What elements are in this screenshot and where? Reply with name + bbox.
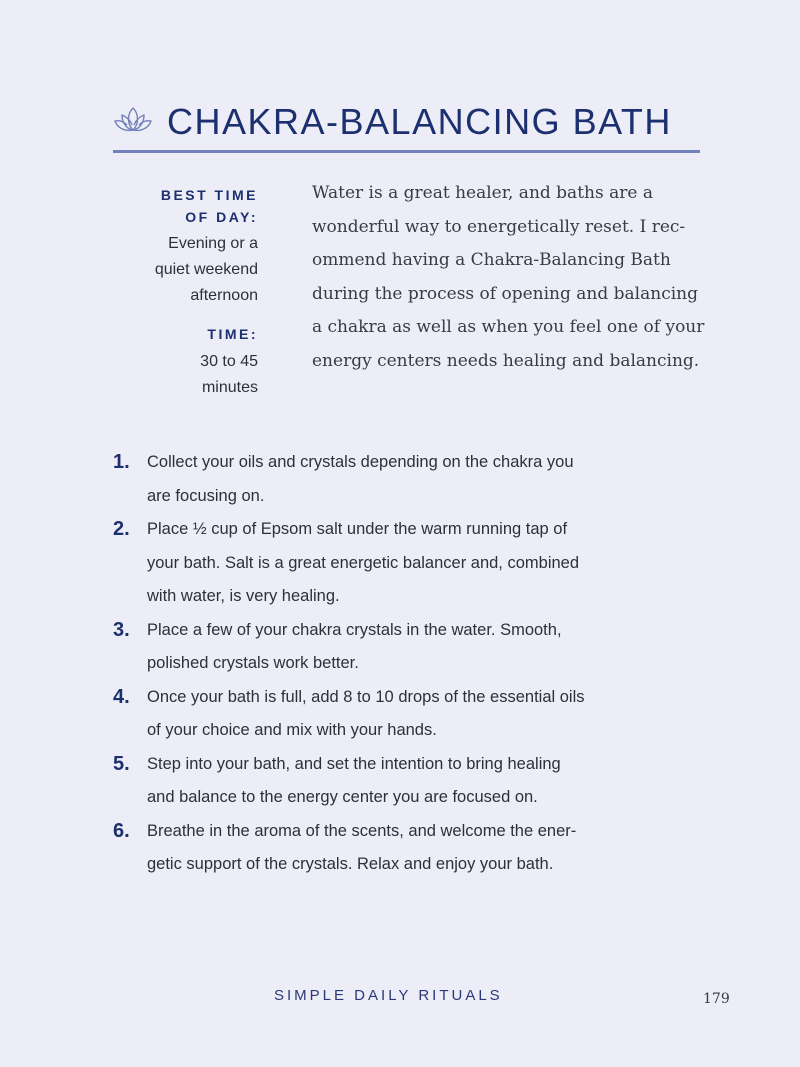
best-time-label-line: BEST TIME <box>160 187 258 203</box>
page-title: CHAKRA-BALANCING BATH <box>167 101 672 142</box>
footer-section-title: SIMPLE DAILY RITUALS <box>274 987 503 1004</box>
page-footer <box>0 987 800 1011</box>
intro-line: Water is a great healer, and baths are a <box>312 183 653 203</box>
time-value <box>100 349 258 401</box>
step-line: Breathe in the aroma of the scents, and welcome the ener- <box>147 821 577 840</box>
step-line: Place ½ cup of Epsom salt under the warm running tap of <box>147 520 568 538</box>
best-time-label <box>100 184 258 228</box>
step-text <box>147 681 585 748</box>
list-item <box>113 681 703 748</box>
best-time-value <box>100 231 258 309</box>
step-number: 4. <box>113 685 130 708</box>
step-line: Step into your bath, and set the intention to bring healing <box>147 754 561 773</box>
list-item <box>113 446 703 513</box>
page-header <box>113 92 700 152</box>
list-item <box>113 748 703 815</box>
intro-line: a chakra as well as when you feel one of your <box>312 317 705 337</box>
intro-line: during the process of opening and balancing <box>312 283 698 304</box>
step-line: with water, is very healing. <box>147 587 340 605</box>
best-time-label-line: OF DAY: <box>185 209 258 225</box>
step-text <box>147 614 562 681</box>
step-number: 1. <box>113 451 130 473</box>
step-line: are focusing on. <box>147 486 265 505</box>
step-text <box>147 815 576 882</box>
steps-list <box>113 446 703 882</box>
list-item <box>113 815 703 882</box>
lotus-icon <box>113 105 167 140</box>
intro-paragraph <box>312 177 707 378</box>
step-number: 3. <box>113 618 130 641</box>
step-line: Collect your oils and crystals depending on the chakra you <box>147 453 574 471</box>
best-time-value-line: Evening or a <box>168 235 258 252</box>
list-item <box>113 614 703 681</box>
list-item <box>113 513 703 614</box>
intro-line: ommend having a Chakra-Balancing Bath <box>312 250 671 270</box>
step-text <box>147 513 579 614</box>
step-text <box>147 446 574 513</box>
step-line: your bath. Salt is a great energetic balancer and, combined <box>147 553 580 572</box>
time-value-line: 30 to 45 <box>200 353 258 370</box>
time-label: TIME: <box>207 326 258 342</box>
step-line: Place a few of your chakra crystals in the water. Smooth, <box>147 620 562 639</box>
step-line: polished crystals work better. <box>147 654 359 672</box>
title-divider <box>113 150 700 153</box>
step-line: getic support of the crystals. Relax and enjoy your bath. <box>147 855 554 873</box>
best-time-value-line: quiet weekend <box>154 261 258 278</box>
step-number: 6. <box>113 819 130 842</box>
step-line: of your choice and mix with your hands. <box>147 721 437 739</box>
step-line: Once your bath is full, add 8 to 10 drops of the essential oils <box>147 687 585 706</box>
page-number: 179 <box>703 991 730 1007</box>
sidebar-info <box>100 184 258 401</box>
best-time-value-line: afternoon <box>190 287 258 304</box>
step-text <box>147 748 561 815</box>
step-number: 5. <box>113 752 130 775</box>
intro-line: energy centers needs healing and balancing. <box>312 350 700 371</box>
intro-line: wonderful way to energetically reset. I rec- <box>312 216 686 237</box>
step-line: and balance to the energy center you are focused on. <box>147 788 538 806</box>
step-number: 2. <box>113 518 130 540</box>
time-value-line: minutes <box>201 379 258 396</box>
